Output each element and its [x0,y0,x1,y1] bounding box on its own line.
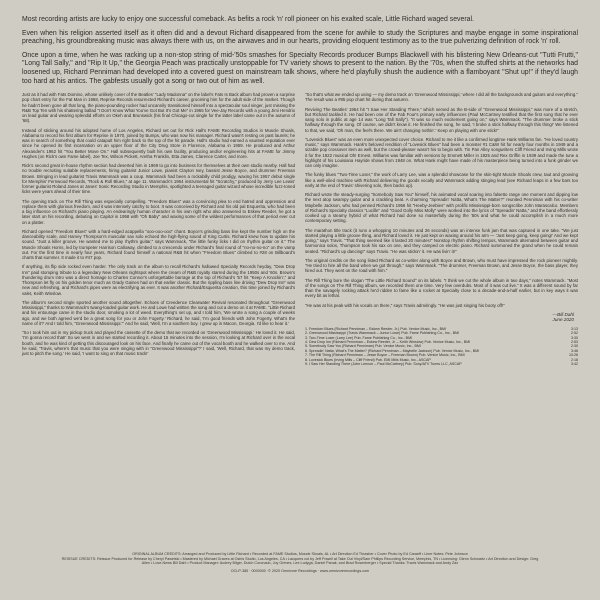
author-date: June 2020 [552,317,574,323]
body-paragraph: "So that's what we ended up using — my demo track on 'Greenwood Mississippi,' where I did all the backgrounds and guitars and everything." The result was a #85 pop chart hit during that autumn. [305,92,578,103]
track-item: 9. I Saw Her Standing There (John Lennon – Paul McCartney) Pub. Sony/ATV Tunes LLC, ASCAP [305,361,462,366]
track-time: 2:30 [571,344,578,349]
body-paragraph: "He was at his peak with his vocals on there," says Travis admiringly. "He was just singing his booty off!" [305,302,505,308]
track-item: 6. Spreadin' Natta, What's The Matter? (Richard Penniman – Maybelle Jackson) Pub. Venice Music, Inc., BMI [305,348,480,353]
track-time: 10:26 [569,353,578,358]
track-item: 8. Lovesick Blues (Irving Mills – Cliff Friend) Pub. EMI Mills Music, Inc., ASCAP [305,357,431,362]
credits-footer [22,552,578,573]
body-paragraph: If anything, its flip side rocked even harder. The only track on the album to recall Richard's hallowed Specialty Records heyday, "Dew Drop Inn" paid stomping tribute to a legendary New Orleans nightspot where the cream of R&B royalty starred during the 1950s and '60s. Brown's thundering drum intro was a direct homage to Charles Connor's unforgettable barrage at the top of Richard's '57 hit "Keep A Knockin'," and Thompson let fly on his golden tenor much as Grady Gaines had on that earlier classic. But the rippling bass line driving "Dew Drop Inn" was new and refreshing, and Richard's pipes were as electrifying as ever. It was another Richard/Esquerita creation, this time joined by Richard's valet, Keith Winslow. [22,264,295,296]
body-paragraph: Rick's second great in-house rhythm section had deserted him in 1969 to go into business for themselves at their own studio nearby. Hall had no trouble recruiting suitable replacements, hiring guitarist Junior Lowe, pianist Clayton Ivey, bassist Jesse Boyce, and drummer Freeman Brown. Bringing in lead guitarist Travis Wammack was a coup. Wammack had been a rockabilly child prodigy, waxing his 1957 debut single for Memphis' Fernwood Records, "Rock & Roll Blues," at age 11. Wammack's 1964 instrumental hit "Scratchy," produced by Jerry Lee Lewis' former guitarist Roland Janes at Janes' Sonic Recording Studio in Memphis, spotlighted a teenaged guitar wizard whose incredible fuzz-toned licks were years ahead of their time. [22,163,295,195]
track-item: 3. Two-Time Loser (Larry Lee) Pub. Fame Publishing Co., Inc., BMI [305,335,413,340]
body-columns [22,92,578,366]
track-time: 3:42 [571,361,578,366]
body-paragraph: Just as it had with Fats Domino, whose unlikely cover of the Beatles' "Lady Madonna" on the label's Fats Is Back album had proven a surprise pop chart entry for the Fat Man in 1968, Reprise Records resurrected Richard's career, grooming him for the adult side of the market. Though he hadn't been gone all that long, the piano-pounding rocker had uncannily transitioned himself into a spectacular soul singer, just missing the R&B Top Ten with his shattering ballad "I Don't Know What You've Got But It's Got Me" in 1965 for Vee-Jay Records with a young Jimi Hendrix on lead guitar and wearing splendid efforts on Okeh and Brunswick (his final Chicago-cut single for the latter label came out in the autumn of '68). [22,92,295,124]
body-paragraph: The original credits on the song listed Richard as co-writer along with Boyce and Brown, who must have impressed the rock pioneer mightily. "He tried to hire all the band when we got through," says Wammack. "The drummer, Freeman Brown, and Jesse Boyce, the bass player, they hired out. They went on the road with him." [305,257,578,274]
body-paragraph: The Rill Thing bore the slogan "The Little Richard Sound" on its labels. "I think we cut the whole album in two days," notes Wammack. "Most of the songs on The Rill Thing album, we recorded them one time. Very few overdubs. Most of it was cut live." It was a different sound by far than the savagely rocking attack he'd ridden to fame like a rocket at Specialty close to a decade-and-a-half earlier, but in key ways it was every bit as lethal. [305,277,578,299]
intro-paragraph: Once upon a time, when he was racking up a non-stop string of mid-'50s smashes for Specialty Records producer Bumps Blackwell with his blistering New Orleans-cut "Tutti Frutti," "Long Tall Sally," and "Rip It Up," the Georgia Peach was practically unstoppable for TV variety shows to present to the nation. By the '70s, when the stuffed shirts at the networks had loosened up, Richard Penniman had developed into a covered guest on mainstream talk shows, where he'd playfully shush the audience with a flamboyant "Shut up!" if they'd laugh too hard at his antics. The gabfests usually got a song or two out of him as well. [22,51,578,85]
track-item: 5. Somebody Saw You (Richard Penniman) Pub. Venice Music, Inc., BMI [305,344,421,349]
body-paragraph: Richard wrote the steady-surging "Somebody Saw You" himself, his animated vocal soaring into falsetto range one moment and dipping low the next atop swampy guitar and a crackling beat. A charming "Spreadin' Natta, What's The Matter?" reunited Penniman with his co-writer Maybelle Jackson, who had penned Richard's 1956 hit "Heeby-Jeebies" with prolific Mississippi-born songscribe John Marascalco. Members of Richard's Specialty classics "Lucille" and "Good Golly Miss Molly" were worked into the lyrics of "Spreadin' Natta," and the band effortlessly cooked up a steamy hybrid of what Richard had done so masterfully during the '50s and what he could accomplish in a much more contemporary setting. [305,192,578,224]
credits-line: ORIGINAL ALBUM CREDITS: Arranged and Produced by Little Richard • Recorded at FAME Studios, Muscle Shoals, AL • Art Direction Ed Thrasher • Cover Photo by Ed Caraeff • Liner Notes: Pete Johnson [132,552,468,556]
track-item: 7. The Rill Thing (Richard Penniman – Jesse Boyce – Freeman Brown) Pub. Venice Music, Inc., BMI [305,353,465,358]
intro-paragraph: Even when his religion asserted itself as it often did and a devout Richard disappeared from the scene for awhile to study the Scriptures and maybe engage in some inspirational preaching, his groundbreaking music was always there with us, on the airwaves and in our hearts, providing eloquent testimony as to the true pulverizing definition of rock 'n' roll. [22,29,578,46]
credits-line: REISSUE CREDITS: Reissue Produced for Release by Cheryl Pawelski • Mastered by Michael Graves at Osiris Studio, Los Angeles, CA • Lacquers cut by Jeff Powell at Take Out Vinyl/Sam Phillips Recording Service, Memphis, TN • Licensing: Glenn Schwartz • Art Direction and Design: Greg [61,556,539,561]
body-paragraph: Richard opened "Freedom Blues" with a hard-edged acappella "ooo-ooo-ooo" chant. Boyce's grinding bass line kept the number high on the danceability scale, and Harvey Thompson's muscular sax solo echoed the high-flying sound of King Curtis. Richard knew how to update his sound. "Just a killer groove. He wanted me to play rhythm guitar," says Wammack, "the little funky licks I did on rhythm guitar on it." The Muscle Shoals Horns, led by trumpeter Harrison Calloway, climbed to a crescendo under Richard's final round of "no-no-no-no" on the vamp out. For the first time in nearly four years, Richard found himself a national R&B hit when "Freedom Blues" climbed to #28 on Billboard's charts that summer. It made it to #47 pop. [22,228,295,261]
right-column [305,92,578,366]
track-time: 3:46 [571,348,578,353]
track-listing [305,327,578,367]
track-item: 4. Dew Drop Inn (Richard Penniman – Eskew Reeder, Jr. – Keith Winslow) Pub. Venice Music, Inc., BMI [305,339,471,344]
track-names [305,327,556,367]
track-time: 2:52 [571,331,578,336]
track-item: 2. Greenwood Mississippi (Travis Wammack – Junior Lowe) Pub. Fame Publishing Co., Inc., BMI [305,331,460,336]
track-time: 2:18 [571,357,578,362]
body-paragraph: Instead of sticking around his adopted home of Los Angeles, Richard set out for Rick Hall's FAME Recording Studios in Muscle Shoals, Alabama to record his first album for Reprise in 1970, joined by Bumps, who was now his manager. Richard wasn't resting on past laurels; he was in search of something that could catapult him right back to the top of the hit parade. Hall's studio had earned a vaunted reputation ever since he opened its first incarnation on an upper floor of the City Drug Store in Florence, Alabama in 1959. He produced and Arthur Alexander's 1962 hit "You Better Move On." Hall subsequently built his own facility, producing and/or engineering hits at FAME for Jimmy Hughes (on Rick's own Fame label), Joe Tex, Wilson Pickett, Aretha Franklin, Etta James, Clarence Carter, and more. [22,127,295,159]
intro-paragraph: Most recording artists are lucky to enjoy one successful comeback. As befits a rock 'n' roll pioneer on his exalted scale, Little Richard waged several. [22,16,474,23]
body-paragraph: The album's second single sported another sound altogether. Echoes of Creedence Clearwater Revival resonated throughout "Greenwood Mississippi," thanks to Wammack's twang-loaded guitar work. He and Lowe had written the song and cut a demo on it at FAME. "Little Richard and his entourage came in the studio door, smoking a lot of weed. Everything's set up, and I told him, 'We wrote a song a couple of weeks ago, and we both agreed we'd be a great song for you or John Fogerty.' Richard, he said, 'I'm good friends with John Fogerty. What's the name of it?' And I told him, "Greenwood Mississippi."' And he said, 'Well, I'm a southern boy. I grew up in Macon, Georgia. I'd like to hear it.' [22,299,295,326]
track-time: 3:30 [571,335,578,340]
catalog-line: OCLP-385 · 0000000 ·© 2020 Omnivore Recordings · www.omnivorerecordings.com [230,568,370,573]
author-name: —Bill Dahl [552,311,574,317]
author-signature [305,312,574,323]
body-paragraph: The funky blues "Two-Time Loser," the work of Larry Lee, was a splendid showcase for the skin-tight Muscle Shoals crew, taut and grooving like a well-oiled machine with Richard delivering the goods vocally and Wammack adding stinging lead (see Richard leaps in a few bars too early at the end of Travis' shivering solo, then backs up). [305,172,578,188]
body-paragraph: The opening track on The Rill Thing was especially compelling. "Freedom Blues" was a convincing plea to end hatred and oppression and replace them with glorious freedom, and it was intensely catchy to boot. It was conceived by Richard and his old pal Esquerita, who had been a big influence on Richard's piano playing. An endearingly human character in his own right who also answered to Eskew Reeder, he got a later start on his recording, debuting on Capitol in 1958 with "Oh Baby" and waxing some of the wildest performances of that period ever cut on a platter. [22,198,295,225]
body-paragraph: The marathon title track (it runs a whopping 10 minutes and 26 seconds) was an intense funk jam that was captured in one take. "We just started playing a little groove thing, and Richard loved it. He just kept on waxing around his arm — 'Just keep going, keep going!' And we kept going," says Travis. "That thing seemed like it lasted 20 minutes!" Nonstop rhythm shifting tempos, Wammack alternated between guitar and harmonica solos, Thompson took his sax on one, and they camped on electric piano. Richard summoned the grand when he could remain seated. "Richard's up dancing!" says Travis. "He was stickin' it. He was livin' it!" [305,227,578,254]
body-paragraph: Reviving The Beatles' 1964 hit "I Saw Her Standing There," which served as the B-side of "Greenwood Mississippi," was more of a stretch, but Richard tackled it. He had been one of the Fab Four's primary early influences (Paul McCartney testified that the first song that he ever sang solo in public at age 14 was "Long Tall Sally"). "It was so much excitement going on," says Wammack. "The drummer broke a stick halfway through the song. Of course, we didn't know it. He finished the song, he said, 'I broke a stick halfway through this thing!' We listened to that, we said, 'Oh man, the feel's there. We ain't changing nothin'.' Keep on playing with one stick!" [305,106,578,133]
track-item: 1. Freedom Blues (Richard Penniman – Eskew Reeder, Jr.) Pub. Venice Music, Inc., BMI [305,326,447,331]
track-times [556,327,578,367]
track-time: 3:13 [571,326,578,331]
body-paragraph: "So I took him out in my pickup truck and played the cassette of the demo that we recorded on 'Greenwood Mississippi.' He loved it. He said, 'I'm gonna record that!' So we went in and we started recording it. About 15 minutes into the session, I'm looking at Richard over in the vocal booth, and he was kind of getting this discouraged look on his face. And finally he came out of the vocal booth and he walked over to me. And he said, 'Travis, where's that music that you were singing with in "Greenwood Mississippi"?' I said, 'Well, Richard, that was my demo track, just to pitch the song.' He said, 'I want to sing on that music track!' [22,330,295,357]
credits-line: Allen • Love-News Bill Dahl • Product Manager: Audrey Bilger, Dutch Coronado, Joy Grimes, Lee Lodyga, Daniel Panak, and Brad Rosenberger • Special Thanks: Travis Wammack and Andy Zax [141,561,459,566]
body-paragraph: "Lovesick Blues" was an even more unexpected cover choice. Richard to me it like a confirmed longtime Hank Williams fan. "He loved country music," says Wammack. Hank's beloved rendition of "Lovesick Blues" had been a monster #1 C&W hit for nearly four months in 1949 and a sizable pop crossover item as well, but the crowd-pleaser wasn't his to begin with. Tin Pan Alley songwriters Cliff Friend and Irving Mills wrote it for the 1922 musical Oh! Ernest. Williams was familiar with versions by Emmett Miller in 1925 and Rex Griffin in 1939 and made the tune a highlight of his Louisiana Hayride shows from 1948 on. What Hank might have made of his masterpiece being turned into a funk grinder we can only imagine. [305,136,578,169]
track-time: 2:53 [571,339,578,344]
left-column [22,92,295,366]
intro-section [22,16,578,86]
